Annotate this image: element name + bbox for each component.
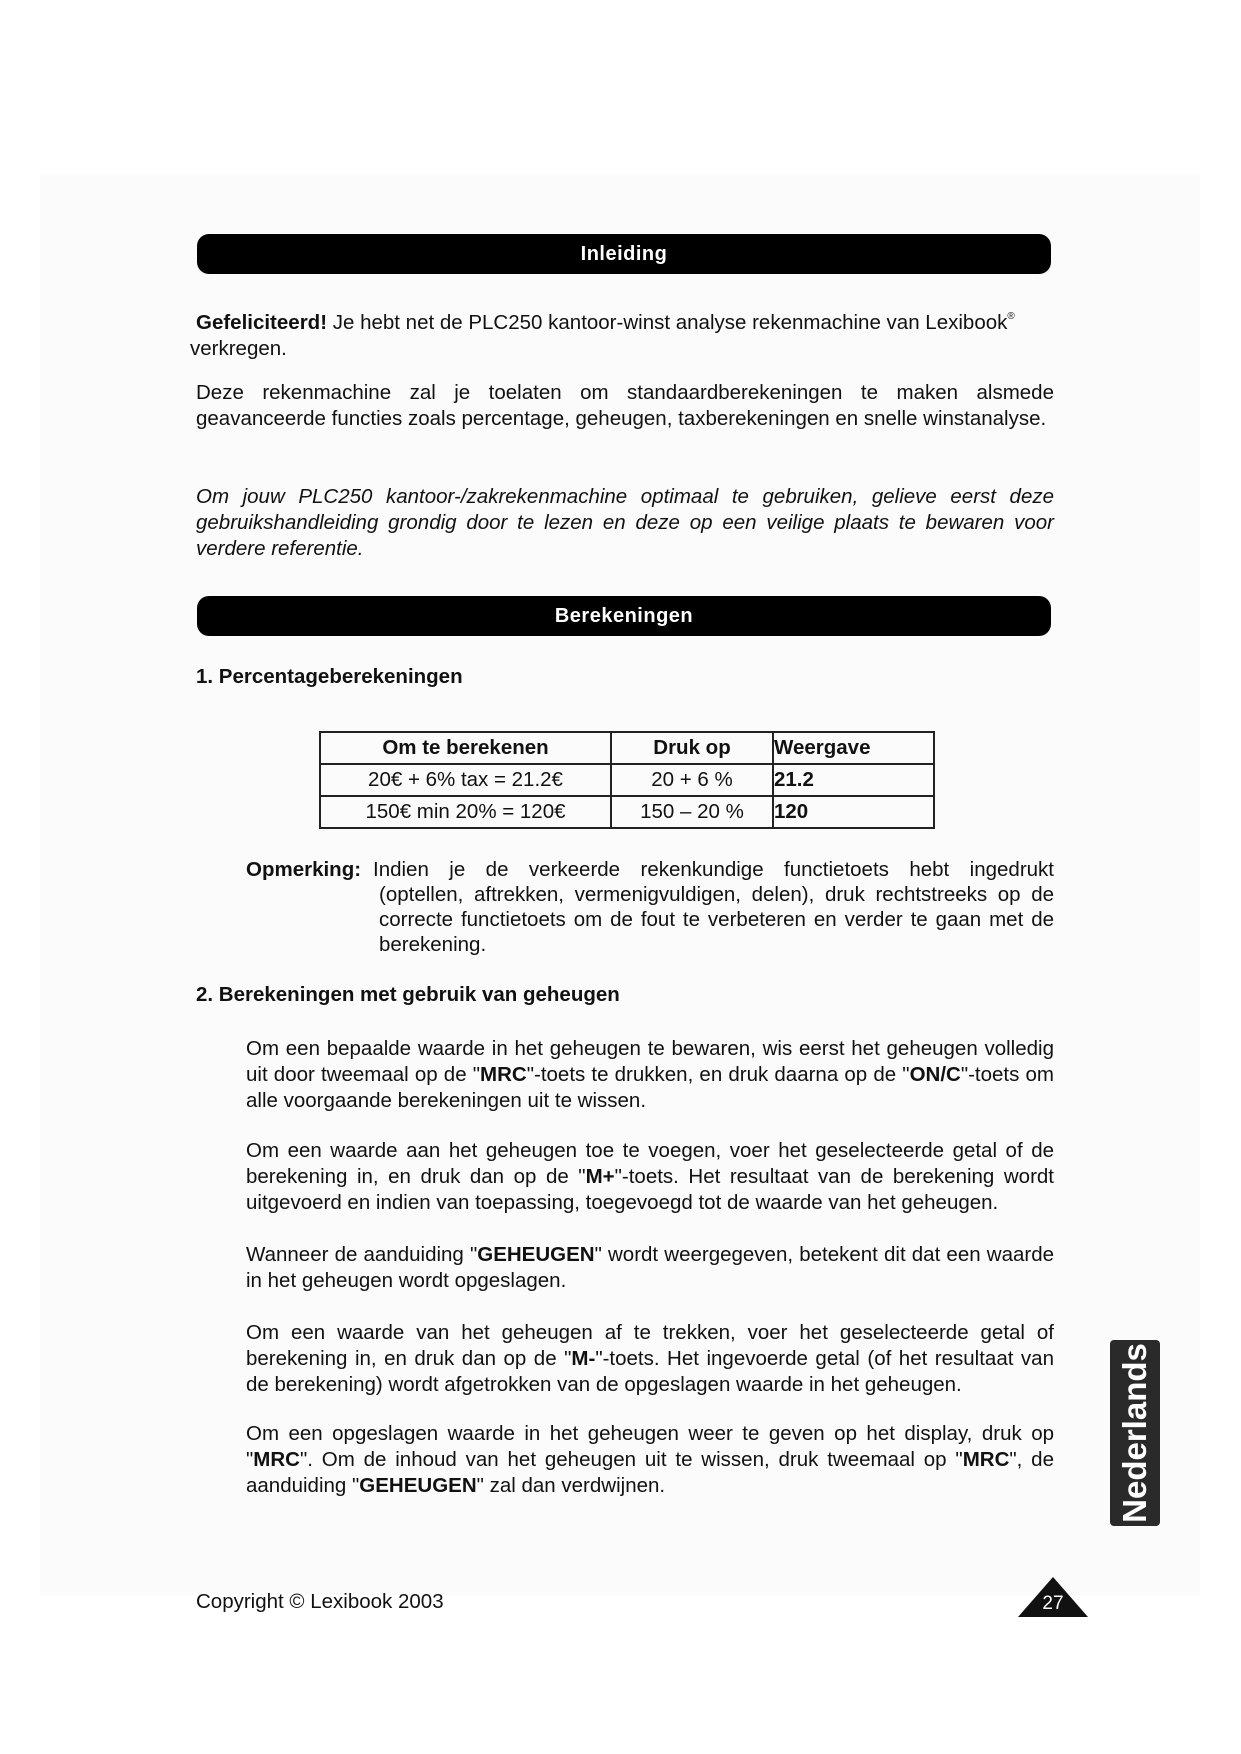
header-to-calculate: Om te berekenen [320,732,611,764]
banner-title: Berekeningen [554,604,694,627]
table-cell: 20€ + 6% tax = 21.2€ [320,764,611,796]
key-onc: ON/C [909,1063,961,1086]
banner-title: Inleiding [580,242,668,265]
header-display: Weergave [773,732,934,764]
memory-paragraph-3: Wanneer de aanduiding "GEHEUGEN" wordt weergegeven, betekent dit dat een waarde in het geheugen wordt opgeslagen. [246,1243,1055,1292]
table-cell: 20 + 6 % [611,764,773,796]
section-banner-intro [197,234,1051,274]
note-first-line: Indien je de verkeerde rekenkundige functietoets hebt ingedrukt [373,858,1054,881]
page-number: 27 [1042,1593,1064,1614]
percentage-table [319,731,935,829]
table-cell: 150€ min 20% = 120€ [320,796,611,828]
intro-paragraph-1 [190,304,1054,362]
greeting-bold: Gefeliciteerd! [196,311,328,334]
intro-paragraph-3: Om jouw PLC250 kantoor-/zakrekenmachine optimaal te gebruiken, gelieve eerst deze gebruikshandleiding grondig door te lezen en deze op een veilige plaats te bewaren voor verdere referentie. [196,485,1054,560]
table-row [320,796,934,828]
section-heading-percentage: 1. Percentageberekeningen [196,665,463,688]
indicator-geheugen: GEHEUGEN [359,1474,477,1497]
memory-paragraph-4: Om een waarde van het geheugen af te trekken, voer het geselecteerde getal of berekening in, en druk dan op de "M-"-toets. Het ingevoerde getal (of het resultaat van de berekening) wordt afgetrokken van de opgeslagen waarde in het geheugen. [246,1321,1054,1396]
section-banner-calculations [197,596,1051,636]
copyright-notice: Copyright © Lexibook 2003 [196,1590,444,1613]
note-text: (optellen, aftrekken, vermenigvuldigen, delen), druk rechtstreeks op de correcte functietoets om de fout te verbeteren en verder te gaan met de berekening. [379,883,1054,956]
memory-paragraph-1: Om een bepaalde waarde in het geheugen te bewaren, wis eerst het geheugen volledig uit door tweemaal op de "MRC"-toets te drukken, en druk daarna op de "ON/C"-toets om alle voorgaande berekeningen uit te wissen. [246,1037,1054,1112]
language-tab [1110,1340,1160,1526]
registered-mark: ® [1007,311,1015,322]
key-mrc: MRC [480,1063,527,1086]
section-heading-memory: 2. Berekeningen met gebruik van geheugen [196,983,620,1006]
indicator-geheugen: GEHEUGEN [477,1243,595,1266]
page-number-badge [1018,1577,1088,1617]
header-press: Druk op [611,732,773,764]
intro-text-end: verkregen. [190,337,287,360]
table-header-row [320,732,934,764]
key-m-minus: M- [571,1347,596,1370]
memory-paragraph-5: Om een opgeslagen waarde in het geheugen weer te geven op het display, druk op "MRC". Om de inhoud van het geheugen uit te wissen, druk tweemaal op "MRC", de aanduiding "GEHEUGEN" zal dan verdwijnen. [246,1422,1054,1497]
intro-paragraph-2: Deze rekenmachine zal je toelaten om standaardberekeningen te maken alsmede geavanceerde functies zoals percentage, geheugen, taxberekeningen en snelle winstanalyse. [196,381,1054,430]
note-label: Opmerking: [246,858,362,881]
key-mrc: MRC [253,1448,300,1471]
table-row [320,764,934,796]
table-cell: 21.2 [773,764,934,796]
table-cell: 120 [773,796,934,828]
key-mrc: MRC [962,1448,1010,1471]
intro-text: Je hebt net de PLC250 kantoor-winst analyse rekenmachine van Lexibook [327,311,1008,334]
table-cell: 150 – 20 % [611,796,773,828]
language-label: Nederlands [1116,1343,1154,1523]
memory-paragraph-2: Om een waarde aan het geheugen toe te voegen, voer het geselecteerde getal of de berekening in, en druk dan op de "M+"-toets. Het resultaat van de berekening wordt uitgevoerd en indien van toepassing, toegevoegd tot de waarde van het geheugen. [246,1139,1054,1214]
key-m-plus: M+ [585,1165,615,1188]
